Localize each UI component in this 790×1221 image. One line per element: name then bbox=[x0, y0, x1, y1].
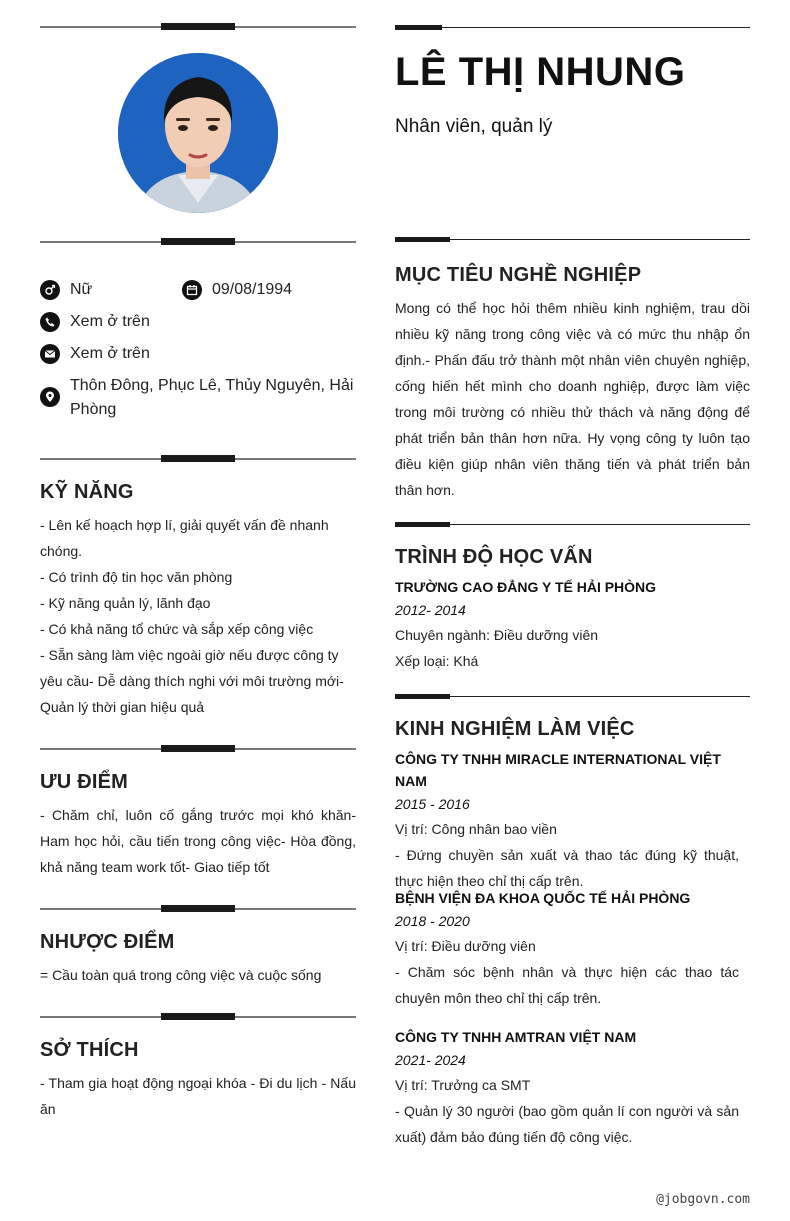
weaknesses-text: = Cầu toàn quá trong công việc và cuộc sống bbox=[40, 967, 322, 983]
skill-item: - Lên kế hoạch hợp lí, giải quyết vấn đề nhanh chóng. bbox=[40, 517, 329, 559]
skill-item: - Có trình độ tin học văn phòng bbox=[40, 569, 233, 585]
education-period: 2012- 2014 bbox=[395, 602, 466, 618]
divider-before-weaknesses bbox=[40, 905, 356, 913]
experience-item bbox=[395, 748, 739, 894]
strengths-text: - Chăm chỉ, luôn cố gắng trước mọi khó khăn- Ham học hỏi, cầu tiến trong công việc- Hòa đồng, khả năng team work tốt- Giao tiếp tốt bbox=[40, 807, 356, 875]
phone-row bbox=[40, 310, 150, 334]
education-title: TRÌNH ĐỘ HỌC VẤN bbox=[395, 546, 593, 568]
skills-list bbox=[40, 512, 356, 720]
divider-before-hobbies bbox=[40, 1013, 356, 1021]
calendar-icon bbox=[182, 280, 202, 300]
experience-period: 2015 - 2016 bbox=[395, 796, 470, 812]
skill-item: - Kỹ năng quản lý, lãnh đạo bbox=[40, 595, 211, 611]
birthdate-value: 09/08/1994 bbox=[212, 281, 293, 298]
experience-position: Vị trí: Điều dưỡng viên bbox=[395, 938, 536, 954]
divider-before-skills bbox=[40, 455, 356, 463]
email-value: Xem ở trên bbox=[70, 345, 150, 362]
divider-after-avatar bbox=[40, 238, 356, 246]
divider-top-left bbox=[40, 23, 356, 31]
experience-desc: - Đứng chuyền sản xuất và thao tác đúng kỹ thuật, thực hiện theo chỉ thị cấp trên. bbox=[395, 847, 739, 889]
education-school: TRƯỜNG CAO ĐẲNG Y TẾ HẢI PHÒNG bbox=[395, 579, 657, 595]
address-value: Thôn Đông, Phục Lê, Thủy Nguyên, Hải Phòng bbox=[70, 377, 354, 418]
divider-before-education bbox=[395, 522, 750, 528]
experience-position: Vị trí: Trưởng ca SMT bbox=[395, 1077, 531, 1093]
gender-row bbox=[40, 278, 92, 302]
email-row bbox=[40, 342, 150, 366]
skill-item: - Có khả năng tổ chức và sắp xếp công việc bbox=[40, 621, 314, 637]
divider-before-experience bbox=[395, 694, 750, 700]
experience-position: Vị trí: Công nhân bao viền bbox=[395, 821, 557, 837]
experience-org: CÔNG TY TNHH AMTRAN VIỆT NAM bbox=[395, 1029, 637, 1045]
gender-icon bbox=[40, 280, 60, 300]
experience-item bbox=[395, 887, 739, 1011]
hobbies-title: SỞ THÍCH bbox=[40, 1039, 139, 1061]
location-pin-icon bbox=[40, 387, 60, 407]
divider-before-strengths bbox=[40, 745, 356, 753]
birthdate-row bbox=[182, 278, 292, 302]
education-major: Chuyên ngành: Điều dưỡng viên bbox=[395, 627, 599, 643]
experience-desc: - Quản lý 30 người (bao gồm quản lí con người và sản xuất) đảm bảo đúng tiến độ công việc. bbox=[395, 1103, 739, 1145]
candidate-name: LÊ THỊ NHUNG bbox=[395, 50, 686, 94]
experience-period: 2021- 2024 bbox=[395, 1052, 466, 1068]
phone-value: Xem ở trên bbox=[70, 313, 150, 330]
experience-period: 2018 - 2020 bbox=[395, 913, 470, 929]
skill-item: - Sẵn sàng làm việc ngoài giờ nếu được công ty yêu cầu- Dễ dàng thích nghi với môi trường mới- Quản lý thời gian hiệu quả bbox=[40, 647, 344, 715]
objective-title: MỤC TIÊU NGHỀ NGHIỆP bbox=[395, 264, 642, 286]
avatar bbox=[118, 53, 278, 213]
experience-title: KINH NGHIỆM LÀM VIỆC bbox=[395, 718, 635, 740]
objective-text: Mong có thể học hỏi thêm nhiều kinh nghiệm, trau dồi nhiều kỹ năng trong công việc và có mức thu nhập ổn định.- Phấn đấu trở thành một nhân viên chuyên nghiệp, cống hiến hết mình cho doanh nghiệp, được làm việc trong môi trường có nhiều thử thách và năng động để phát triển bản thân hơn nữa. Hy vọng công ty luôn tạo điều kiện giúp nhân viên thăng tiến và phát triển bản thân hơn. bbox=[395, 300, 750, 498]
education-grade: Xếp loại: Khá bbox=[395, 653, 479, 669]
experience-org: CÔNG TY TNHH MIRACLE INTERNATIONAL VIỆT NAM bbox=[395, 751, 721, 789]
candidate-title: Nhân viên, quản lý bbox=[395, 116, 553, 137]
hobbies-text: - Tham gia hoạt động ngoại khóa - Đi du lịch - Nấu ăn bbox=[40, 1075, 356, 1117]
experience-org: BỆNH VIỆN ĐA KHOA QUỐC TẾ HẢI PHÒNG bbox=[395, 890, 691, 906]
education-block bbox=[395, 576, 750, 674]
avatar-portrait bbox=[118, 53, 278, 213]
gender-value: Nữ bbox=[70, 281, 93, 298]
phone-icon bbox=[40, 312, 60, 332]
divider-top-right bbox=[395, 25, 750, 31]
address-row bbox=[40, 374, 356, 422]
strengths-title: ƯU ĐIỂM bbox=[40, 771, 128, 793]
watermark: @jobgovn.com bbox=[656, 1192, 750, 1207]
experience-desc: - Chăm sóc bệnh nhân và thực hiện các thao tác chuyên môn theo chỉ thị cấp trên. bbox=[395, 964, 739, 1006]
email-icon bbox=[40, 344, 60, 364]
weaknesses-title: NHƯỢC ĐIỂM bbox=[40, 931, 175, 953]
divider-before-objective bbox=[395, 237, 750, 243]
skills-title: KỸ NĂNG bbox=[40, 481, 134, 503]
experience-item bbox=[395, 1026, 739, 1150]
